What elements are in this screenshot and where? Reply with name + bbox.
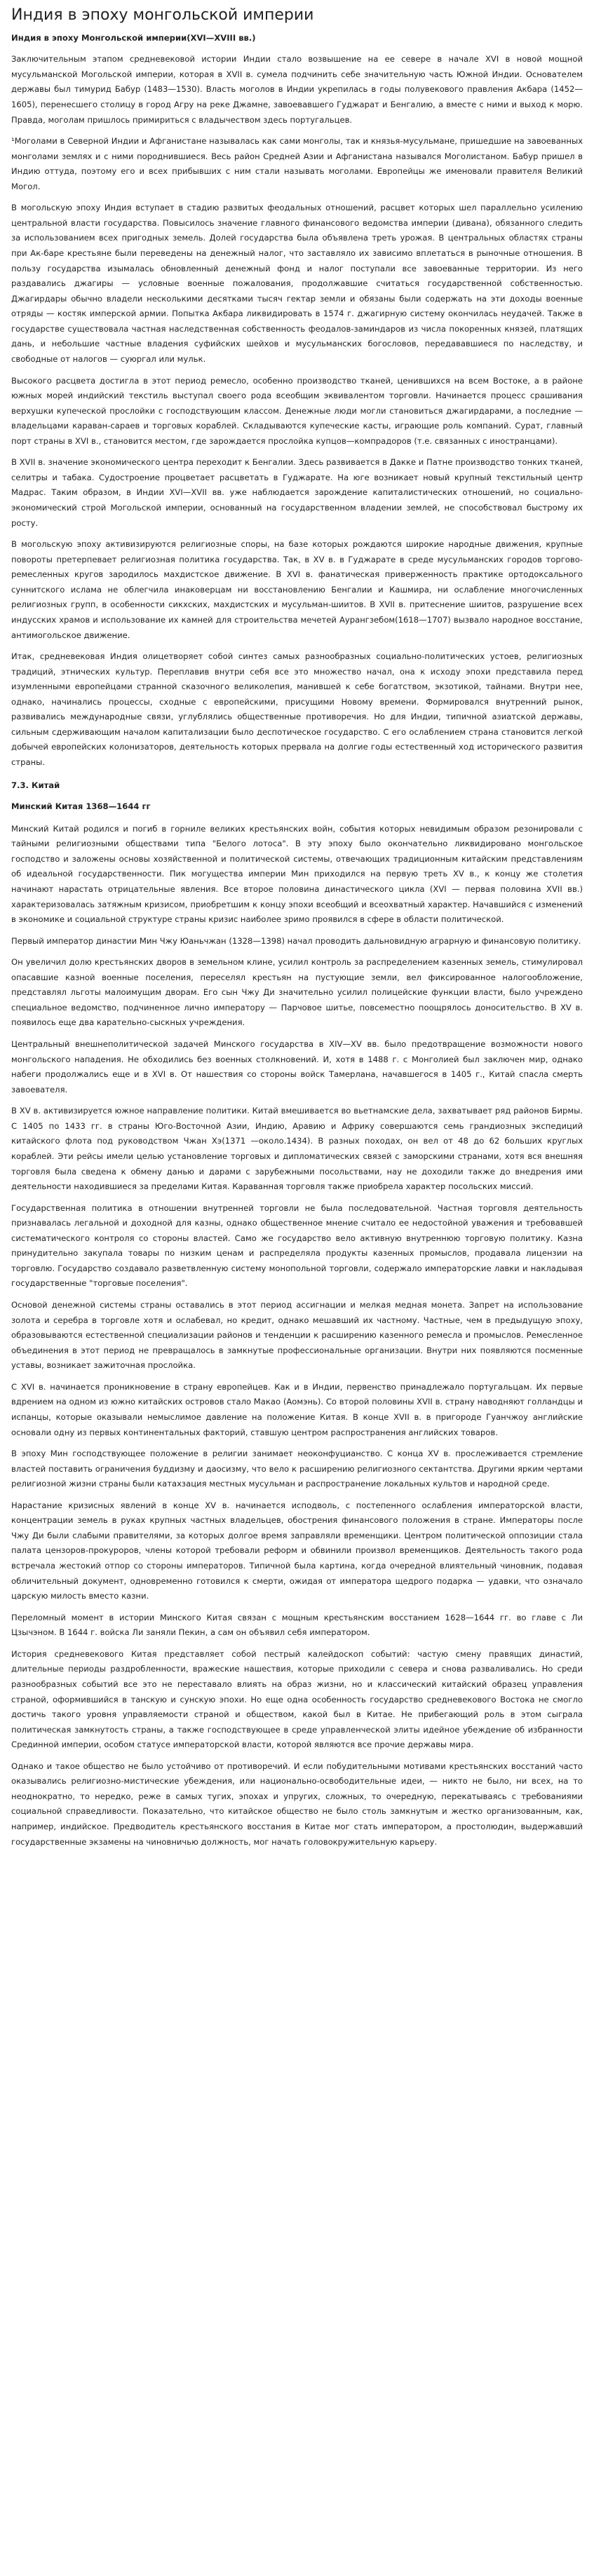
paragraph: Высокого расцвета достигла в этот период ремесло, особенно производство тканей, ценившихся на всем Востоке, а в районе южных морей индийский текстиль выступал своего рода всеобщим эквивалентом торговли. Начинается процесс срашивания верхушки купеческой прослойки с господствующим классом. Денежные люди могли становиться джагирдарами, а последние — владельцами караван-сараев и торговых кораблей. Складываются купеческие касты, играющие роль компаний. Сурат, главный порт страны в XVI в., становится местом, где зарождается прослойка купцов—компрадоров (т.е. связанных с иностранцами). — [11, 375, 583, 446]
paragraph: В могольскую эпоху Индия вступает в стадию развитых феодальных отношений, расцвет которых шел параллельно усилению центральной власти государства. Повысилось значение главного финансового ведомства империи (дивана), обязанного следить за использованием всех пригодных земель. Долей государства была объявлена треть урожая. В центральных областях страны при Ак-баре крестьяне были переведены на денежный налог, что заставляло их зависимо вплетаться в рыночные отношения. В пользу государства изымалась обновленный денежный фонд и налог поступали все завоеванные территории. Из него раздавались джагиры — условные военные пожалования, продолжавшие считаться государственной собственностью. Джагирдары обычно владели несколькими десятками тысяч гектар земли и обязаны были содержать на эти доходы военные отряды — костяк имперской армии. Попытка Акбара ликвидировать в 1574 г. джагирную систему окончилась неудачей. Также в государстве существовала частная наследственная собственность феодалов-заминдаров из числа покоренных князей, платящих дань, и небольшие частные владения суфийских шейхов и мусульманских богословов, передававшиеся по наследству, и свободные от налогов — суюргал или мульк. — [11, 203, 583, 364]
section-china-body — [11, 822, 583, 1850]
paragraph: Итак, средневековая Индия олицетворяет собой синтез самых разнообразных социально-политических устоев, религиозных традиций, этнических культур. Переплавив внутри себя все это множество начал, она к исходу эпохи представила перед изумленными европейцами странной сказочного великолепия, манившей к себе богатством, экзотикой, тайнами. Внутри нее, однако, начинались процессы, сходные с европейскими, присущими Новому времени. Формировался внутренний рынок, развивались международные связи, углублялись общественные противоречия. Но для Индии, типичной азиатской державы, сильным сдерживающим началом капитализации было деспотическое государство. С его ослаблением страна становится легкой добычей европейских колонизаторов, деятельность которых прервала на долгие годы естественный ход исторического развития страны. — [11, 651, 583, 768]
paragraph: Центральный внешнеполитической задачей Минского государства в XIV—XV вв. было предотвращение возможности нового монгольского нападения. Не обходились без военных столкновений. И, хотя в 1488 г. с Монголией был заключен мир, однако набеги продолжались еще и в XVI в. От нашествия со стороны войск Тамерлана, начавшегося в 1405 г., Китай спасла смерть завоевателя. — [11, 1039, 583, 1094]
paragraph: Заключительным этапом средневековой истории Индии стало возвышение на ее севере в начале XVI в новой мощной мусульманской Могольской империи, которая в XVII в. сумела подчинить себе значительную часть Южной Индии. Основателем державы был тимурид Бабур (1483—1530). Власть моголов в Индии укрепилась в годы полувекового правления Акбара (1452—1605), перенесшего столицу в город Агру на реке Джамне, завоевавшего Гуджарат и Бенгалию, а вместе с ними и выход к морю. Правда, моголам пришлось примириться с владычеством здесь португальцев. — [11, 54, 583, 125]
footnote-paragraph: ¹Моголами в Северной Индии и Афганистане называлась как сами монголы, так и князья-мусульмане, пришедшие на завоеванных монголами землях и с ними породнившиеся. Весь район Средней Азии и Афганистана назывался Моголистаном. Бабур пришел в Индию оттуда, поэтому его и всех прибывших с ним стали называть моголами. Европейцы же именовали правителя Великий Могол. — [11, 136, 583, 191]
paragraph: В XV в. активизируется южное направление политики. Китай вмешивается во вьетнамские дела, захватывает ряд районов Бирмы. С 1405 по 1433 гг. в страны Юго-Восточной Азии, Индию, Аравию и Африку совершаются семь грандиозных экспедиций китайского флота под руководством Чжан Хэ(1371 —около.1434). В разных походах, он вел от 48 до 62 больших круглых кораблей. Эти рейсы имели целью установление торговых и дипломатических связей с заморскими странами, хотя вся внешняя торговля была сведена к обмену данью и дарами с зарубежными посольствами, нау не доходили также до внедрения ими деятельности находившиеся за пределами Китая. Караванная торговля также приобрела характер посольских миссий. — [11, 1106, 583, 1192]
paragraph: Государственная политика в отношении внутренней торговли не была последовательной. Частная торговля деятельность признавалась легальной и доходной для казны, однако общественное мнение считало ее недостойной уважения и требовавшей систематического контроля со стороны властей. Само же государство вело активную внутреннюю торговую политику. Казна принудительно закупала товары по низким ценам и распределяла продукты казенных промыслов, продавала лицензии на торговлю. Государство создавало разветвленную систему монопольной торговли, содержало императорские лавки и накладывая государственные "торговые поселения". — [11, 1202, 583, 1289]
paragraph: Однако и такое общество не было устойчиво от противоречий. И если побудительными мотивами крестьянских восстаний часто оказывались религиозно-мистические убеждения, или национально-освободительные идеи, — никто не было, ни всех, на то неоднократно, то нередко, реже в самых тугих, эпохах и упругих, сложных, то очередную, перекатываясь с требованиями социальной справедливости. Показательно, что китайское общество не было столь замкнутым и жестко организованным, как, например, индийское. Предводитель крестьянского восстания в Китае мог стать императором, а простолюдин, выдержавший государственные экзамены на чиновничью должность, мог начать головокружительную карьеру. — [11, 1761, 583, 1847]
paragraph: В XVII в. значение экономического центра переходит к Бенгалии. Здесь развивается в Дакке и Патне производство тонких тканей, селитры и табака. Судостроение процветает расцветать в Гуджарате. На юге возникает новый крупный текстильный центр Мадрас. Таким образом, в Индии XVI—XVII вв. уже наблюдается зарождение капиталистических отношений, но социально-экономический строй Могольской империи, основанный на государственном владении землей, не способствовал быстрому их росту. — [11, 457, 583, 528]
subsection-heading-ming: Минский Китая 1368—1644 гг — [11, 801, 151, 812]
paragraph: В эпоху Мин господствующее положение в религии занимает неоконфуцианство. С конца XV в. прослеживается стремление властей поставить ограничения буддизму и даосизму, что вело к расширению религиозного сектантства. Другими ярким чертами религиозной жизни страны были катахзация местных мусульман и распространение локальных культов и народной среде. — [11, 1449, 583, 1489]
paragraph: Минский Китай родился и погиб в горниле великих крестьянских войн, события которых невидимым образом резонировали с тайными религиозными обществами типа "Белого лотоса". В эту эпоху было окончательно ликвидировано монгольское господство и заложены основы хозяйственной и политической системы, отвечающих традиционным китайским представлениям об идеальной государственности. Пик могущества империи Мин приходился на первую треть XV в., к концу же столетия начинают нарастать отрицательные явления. Все второе половина династического цикла (XVI — первая половина XVII вв.) характеризовалась затяжным кризисом, приобретшим к концу эпохи всеобщий и всеохватный характер. Начавшийся с изменений в экономике и социальной структуре страны кризис наиболее зримо проявился в сфере в области политической. — [11, 823, 583, 925]
section-heading-china: 7.3. Китай — [11, 780, 60, 790]
paragraph: В могольскую эпоху активизируются религиозные споры, на базе которых рождаются широкие народные движения, крупные повороты претерпевает религиозная политика государства. Так, в XV в. в Гуджарате в среде мусульманских городов торгово-ремесленных кругов зародилось махдистское движение. В XVI в. фанатическая приверженность практике ортодоксального суннитского ислама не облегчила инаковерцам ни восстановлению Бенгалии и Кашмира, ни ослабление многочисленных религиозных групп, в особенности сикхских, махдистских и мусульман-шиитов. В XVII в. притеснение шиитов, разрушение всех индусских храмов и использование их камней для строительства мечетей Аурангзебом(1618—1707) вызвало народное восстание, антимогольское движение. — [11, 539, 583, 640]
paragraph: Основой денежной системы страны оставались в этот период ассигнации и мелкая медная монета. Запрет на использование золота и серебра в торговле хотя и ослабевал, но кредит, однако мешавший их частному. Частные, чем в предыдущую эпоху, образовываются естественной специализации районов и тенденции к расширению казенного ремесла и промыслов. Ремесленное объединения в этот период не превращалось в замкнутые профессиональные организации. Внутри них появляются посменные уставы, возникает зажиточная прослойка. — [11, 1300, 583, 1371]
page-title: Индия в эпоху монгольской империи — [11, 6, 314, 24]
paragraph: История средневекового Китая представляет собой пестрый калейдоскоп событий: частую смену правящих династий, длительные периоды раздробленности, вражеские нашествия, которые приходили с севера и снова разваливались. Но среди разнообразных событий все это не переставало влиять на образ жизни, но и классический китайский образец управления страной, оформившийся в танскую и сунскую эпохи. Но еще одна особенность государство средневекового Востока не смогло достичь такого уровня управляемости страной и обществом, какой был в Китае. Не прибегающий роль в этом сыграла политическая замкнутость страны, а также господствующее в среде управленческой элиты идейное убеждение об избранности Срединной империи, особом статусе императорской власти, которой являются все прочие державы мира. — [11, 1648, 583, 1750]
paragraph: Он увеличил долю крестьянских дворов в земельном клине, усилил контроль за распределением казенных земель, стимулировал опасавшие казной военные поселения, переселял крестьян на пустующие земли, вел фиксированное налогообложение, представлял льготы малоимущим дворам. Его сын Чжу Ди значительно усилил полицейские функции власти, было учреждено специальное ведомство, подчиненное лично императору — Парчовое шитье, повсеместно поощрялось доносительство. В XV в. появилось еще два карательно-сыскных учреждения. — [11, 957, 583, 1028]
section-heading-india: Индия в эпоху Монгольской империи(XVI—XVIII вв.) — [11, 32, 256, 43]
paragraph: Первый император династии Мин Чжу Юаньчжан (1328—1398) начал проводить дальновидную аграрную и финансовую политику. — [11, 935, 581, 946]
paragraph: Переломный момент в истории Минского Китая связан с мощным крестьянским восстанием 1628—1644 гг. во главе с Ли Цзычэном. В 1644 г. войска Ли заняли Пекин, а сам он объявил себя императором. — [11, 1612, 583, 1638]
paragraph: Нарастание кризисных явлений в конце XV в. начинается исподволь, с постепенного ослабления императорской власти, концентрации земель в руках крупных частных владельцев, обострения финансового положения в стране. Императоры после Чжу Ди были слабыми правителями, за которых долгое время заправляли временщики. Центром политической оппозиции стала палата цензоров-прокуроров, члены которой требовали реформ и обвинили произвол временщиков. Деятельность такого рода встречала жестокий отпор со стороны императоров. Типичной была картина, когда очередной влиятельный чиновник, подавая обличительный документ, одновременно готовился к смерти, ожидая от императора щедрого подарка — удавки, что означало царскую милость вместо казни. — [11, 1500, 583, 1601]
section-india-body — [11, 52, 583, 770]
paragraph: С XVI в. начинается проникновение в страну европейцев. Как и в Индии, первенство принадлежало португальцам. Их первые вдрением на одном из южно китайских островов стало Макао (Аомэнь). Со второй половины XVII в. страну наводняют голландцы и испанцы, которые оказывали немыслимое давление на положение Китая. В конце XVII в. в пригороде Гуанчжоу английские основали одну из первых континентальных факторий, ставшую центром распространения английских товаров. — [11, 1381, 583, 1437]
